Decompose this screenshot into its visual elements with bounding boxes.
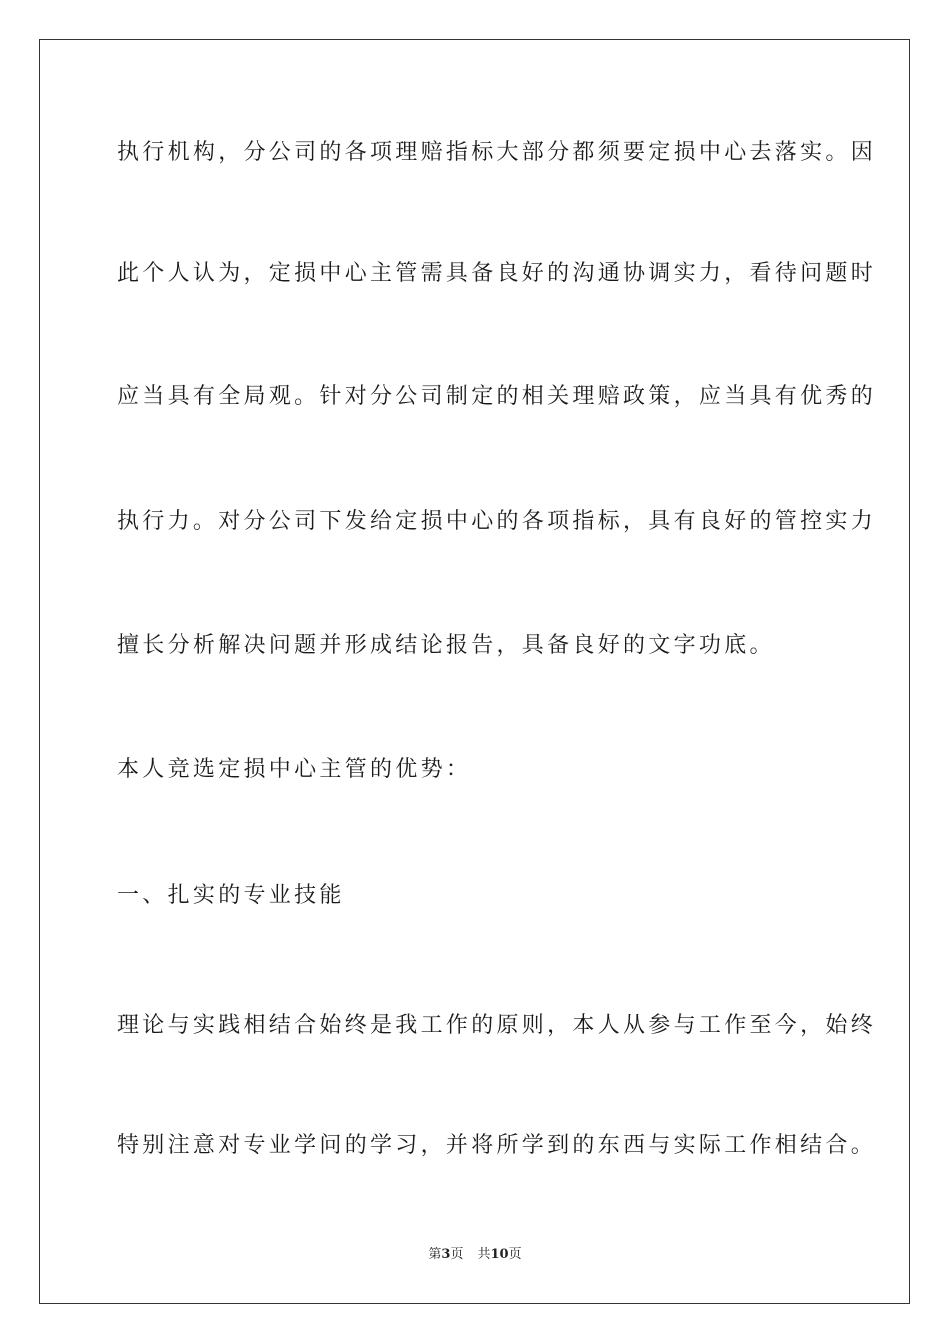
- page-number: 3: [441, 1247, 451, 1262]
- body-line-3: 应当具有全局观。针对分公司制定的相关理赔政策，应当具有优秀的: [117, 384, 877, 409]
- page-prefix: 第: [428, 1247, 442, 1262]
- total-pages: 10: [490, 1247, 509, 1262]
- body-line-5: 擅长分析解决问题并形成结论报告，具备良好的文字功底。: [117, 633, 775, 658]
- body-line-6: 理论与实践相结合始终是我工作的原则，本人从参与工作至今，始终: [117, 1013, 877, 1038]
- page-footer: [0, 1246, 950, 1264]
- body-line-7: 特别注意对专业学问的学习，并将所学到的东西与实际工作相结合。: [117, 1133, 877, 1158]
- page-border: [39, 39, 910, 1304]
- body-line-1: 执行机构，分公司的各项理赔指标大部分都须要定损中心去落实。因: [117, 140, 877, 165]
- page-suffix: 页: [450, 1247, 464, 1262]
- body-line-4: 执行力。对分公司下发给定损中心的各项指标，具有良好的管控实力: [117, 509, 877, 534]
- body-line-2: 此个人认为，定损中心主管需具备良好的沟通协调实力，看待问题时: [117, 261, 877, 286]
- total-suffix: 页: [508, 1247, 522, 1262]
- section-heading: 一、扎实的专业技能: [117, 883, 345, 908]
- section-intro: 本人竞选定损中心主管的优势：: [117, 757, 472, 782]
- total-prefix: 共: [477, 1247, 491, 1262]
